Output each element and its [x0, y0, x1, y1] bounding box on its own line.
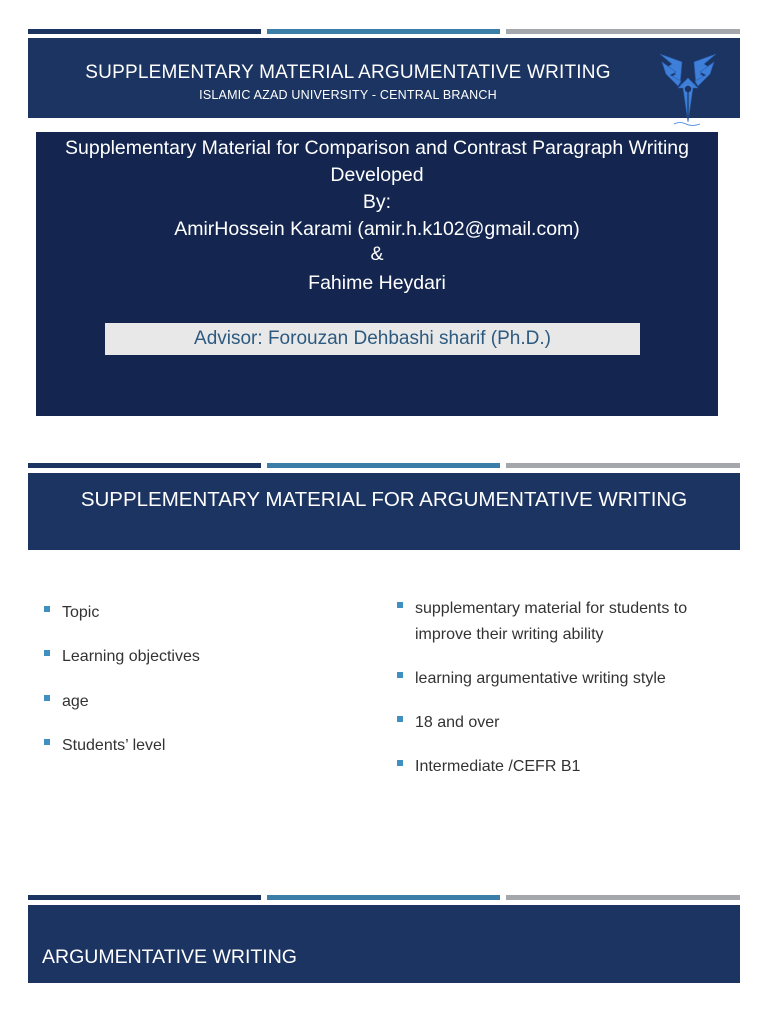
stripe-navy [28, 29, 261, 34]
list-item-text: improve their writing ability [415, 626, 604, 643]
slide2-header [28, 473, 740, 550]
list-item-continuation [396, 622, 604, 648]
slide1-subtitle: ISLAMIC AZAD UNIVERSITY - CENTRAL BRANCH [199, 88, 497, 102]
slide3-header [28, 905, 740, 983]
university-logo-icon [654, 44, 722, 130]
list-item [43, 600, 99, 626]
slide3-title: ARGUMENTATIVE WRITING [42, 946, 297, 968]
body-line-material: Supplementary Material for Comparison and Contrast Paragraph Writing [65, 137, 689, 159]
stripe-blue [267, 463, 500, 468]
stripe-gray [506, 29, 740, 34]
list-item [396, 596, 687, 622]
body-line-author2: Fahime Heydari [308, 272, 446, 294]
bullet-square-icon [397, 602, 403, 608]
list-item-text: age [62, 693, 89, 710]
bullet-square-icon [44, 606, 50, 612]
list-item [43, 689, 89, 715]
body-line-author1: AmirHossein Karami (amir.h.k102@gmail.com) [174, 218, 580, 240]
bullet-square-icon [397, 760, 403, 766]
advisor-box: Advisor: Forouzan Dehbashi sharif (Ph.D.) [105, 323, 640, 355]
stripe-gray [506, 463, 740, 468]
bullet-square-icon [397, 672, 403, 678]
stripe-gray [506, 895, 740, 900]
bullet-square-icon [44, 695, 50, 701]
list-item [396, 710, 500, 736]
list-item [396, 754, 580, 780]
bullet-square-icon [44, 650, 50, 656]
stripe-blue [267, 29, 500, 34]
body-line-by: By: [362, 191, 392, 213]
slide1-header [28, 38, 740, 118]
list-item-text: Students’ level [62, 737, 166, 754]
list-item [43, 733, 165, 759]
body-line-developed: Developed [330, 164, 424, 186]
list-item-text: Topic [62, 604, 100, 621]
slide1-title: SUPPLEMENTARY MATERIAL ARGUMENTATIVE WRITING [85, 62, 611, 83]
bullet-square-icon [44, 739, 50, 745]
list-item-text: learning argumentative writing style [415, 670, 666, 687]
body-line-ampersand: & [370, 243, 384, 265]
stripe-navy [28, 463, 261, 468]
stripe-blue [267, 895, 500, 900]
list-item-text: Intermediate /CEFR B1 [415, 758, 581, 775]
list-item-text: supplementary material for students to [415, 600, 688, 617]
list-item [396, 666, 666, 692]
slide2-title: SUPPLEMENTARY MATERIAL FOR ARGUMENTATIVE WRITING [80, 488, 688, 511]
list-item-text: 18 and over [415, 714, 500, 731]
list-item-text: Learning objectives [62, 648, 200, 665]
list-item [43, 644, 200, 670]
bullet-square-icon [397, 716, 403, 722]
stripe-navy [28, 895, 261, 900]
slide1-body [36, 132, 718, 416]
